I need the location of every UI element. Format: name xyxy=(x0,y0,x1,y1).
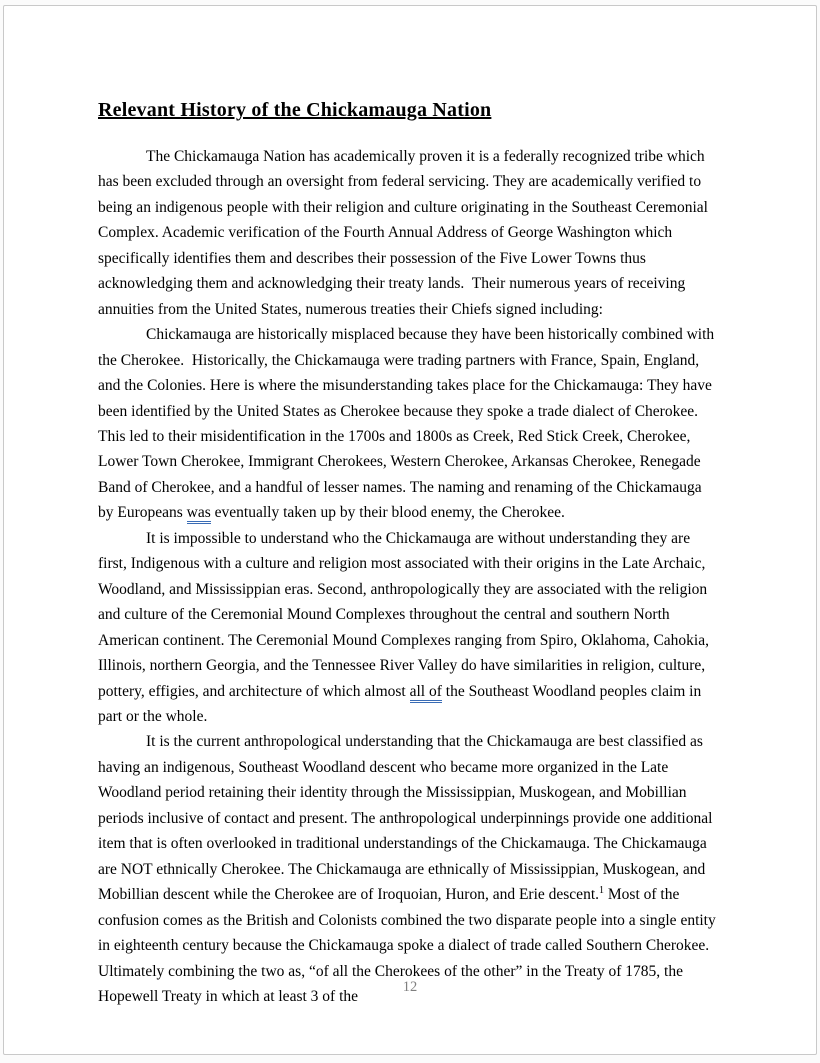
document-title: Relevant History of the Chickamauga Nation xyxy=(98,99,492,121)
document-content xyxy=(4,6,816,1009)
text-segment: Most of the confusion comes as the British and Colonists combined the two disparate people into a single entity in eighteenth century because the Chickamauga spoke a dialect of trade called Southern Cherokee. Ultimately combining the two as, “of all the Cherokees of the other” in the Treaty of 1785, the Hopewell Treaty in which at least 3 of the xyxy=(98,886,720,1005)
text-segment: The Chickamauga Nation has academically proven it is a federally recognized tribe which has been excluded through an oversight from federal servicing. They are academically verified to being an indigenous people with their religion and culture originating in the Southeast Ceremonial Complex. Academic verification of the Fourth Annual Address of George Washington which specifically identifies them and describes their possession of the Five Lower Towns thus acknowledging them and acknowledging their treaty lands. Their numerous years of receiving annuities from the United States, numerous treaties their Chiefs signed including: xyxy=(98,148,712,318)
paragraph xyxy=(98,322,718,526)
grammar-marked-text: was xyxy=(187,504,211,524)
document-page xyxy=(3,5,817,1055)
text-segment: Chickamauga are historically misplaced because they have been historically combined with the Cherokee. Historically, the Chickamauga were trading partners with France, Spain, England, and the Colonies. Here is where the misunderstanding takes place for the Chickamauga: They have been identified by the United States as Cherokee because they spoke a trade dialect of Cherokee. This led to their misidentification in the 1700s and 1800s as Creek, Red Stick Creek, Cherokee, Lower Town Cherokee, Immigrant Cherokees, Western Cherokee, Arkansas Cherokee, Renegade Band of Cherokee, and a handful of lesser names. The naming and renaming of the Chickamauga by Europeans xyxy=(98,326,719,522)
text-segment: eventually taken up by their blood enemy, the Cherokee. xyxy=(210,504,565,522)
footnote-reference: 1 xyxy=(599,884,604,896)
text-segment: It is the current anthropological understanding that the Chickamauga are best classified as having an indigenous, Southeast Woodland descent who became more organized in the Late Woodland period retaining their identity through the Mississippian, Muskogean, and Mobillian periods inclusive of contact and present. The anthropological underpinnings provide one additional item that is often overlooked in traditional understandings of the Chickamauga. The Chickamauga are NOT ethnically Cherokee. The Chickamauga are ethnically of Mississippian, Muskogean, and Mobillian descent while the Cherokee are of Iroquoian, Huron, and Erie descent. xyxy=(98,733,717,904)
paragraph xyxy=(98,144,718,322)
grammar-marked-text: all of xyxy=(410,683,442,703)
text-segment: It is impossible to understand who the Chickamauga are without understanding they are first, Indigenous with a culture and religion most associated with their origins in the Late Archaic, Woodland, and Mississippian eras. Second, anthropologically they are associated with the religion and culture of the Ceremonial Mound Complexes throughout the central and southern North American continent. The Ceremonial Mound Complexes ranging from Spiro, Oklahoma, Cahokia, Illinois, northern Georgia, and the Tennessee River Valley do have similarities in religion, culture, pottery, effigies, and architecture of which almost xyxy=(98,529,713,700)
document-body xyxy=(98,144,718,1009)
page-number: 12 xyxy=(402,979,418,995)
paragraph xyxy=(98,729,718,1009)
paragraph xyxy=(98,526,718,730)
text-segment: the Southeast Woodland peoples claim in part or the whole. xyxy=(98,682,706,725)
title-row xyxy=(98,96,722,126)
